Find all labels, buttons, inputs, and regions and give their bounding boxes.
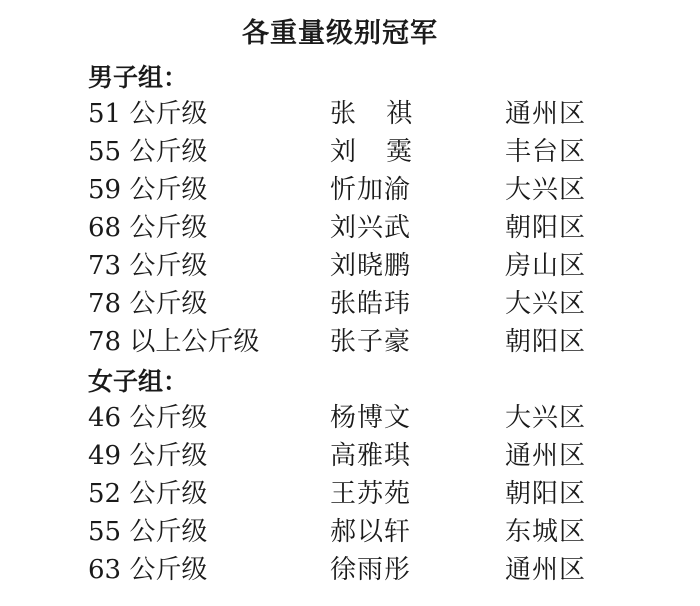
table-row [0,323,700,361]
champion-name: 刘霙 [330,137,443,167]
champion-name: 郝以轩 [330,517,412,547]
weight-class: 55 公斤级 [88,517,208,547]
group-heading-women: 女子组： [88,367,189,396]
table-row [0,95,700,133]
district: 大兴区 [505,289,587,319]
weight-class: 51 公斤级 [88,99,208,129]
champion-name: 王苏苑 [330,479,412,509]
table-row [0,133,700,171]
weight-class: 59 公斤级 [88,175,208,205]
table-row [0,399,700,437]
district: 东城区 [505,517,587,547]
champion-name: 张皓玮 [330,289,412,319]
district: 大兴区 [505,175,587,205]
page-title: 各重量级别冠军 [242,18,438,49]
district: 通州区 [505,99,587,129]
weight-class: 52 公斤级 [88,479,208,509]
district: 大兴区 [505,403,587,433]
champion-name: 张子豪 [330,327,412,357]
weight-class: 46 公斤级 [88,403,208,433]
weight-class: 55 公斤级 [88,137,208,167]
table-row [0,475,700,513]
weight-class: 49 公斤级 [88,441,208,471]
district: 房山区 [505,251,587,281]
table-row [0,247,700,285]
district: 通州区 [505,441,587,471]
champion-name: 刘兴武 [330,213,412,243]
district: 丰台区 [505,137,587,167]
weight-class: 73 公斤级 [88,251,208,281]
champion-name: 忻加渝 [330,175,412,205]
district: 通州区 [505,555,587,585]
table-row [0,171,700,209]
champion-name: 杨博文 [330,403,412,433]
champion-name: 张祺 [330,99,443,129]
weight-class: 78 以上公斤级 [88,327,260,357]
weight-class: 68 公斤级 [88,213,208,243]
district: 朝阳区 [505,479,587,509]
table-row [0,285,700,323]
champion-name: 高雅琪 [330,441,412,471]
champion-name: 刘晓鹏 [330,251,412,281]
district: 朝阳区 [505,327,587,357]
district: 朝阳区 [505,213,587,243]
table-row [0,551,700,589]
weight-class: 63 公斤级 [88,555,208,585]
weight-class: 78 公斤级 [88,289,208,319]
group-heading-men: 男子组： [88,63,189,92]
table-row [0,437,700,475]
champion-name: 徐雨彤 [330,555,412,585]
table-row [0,513,700,551]
table-row [0,209,700,247]
